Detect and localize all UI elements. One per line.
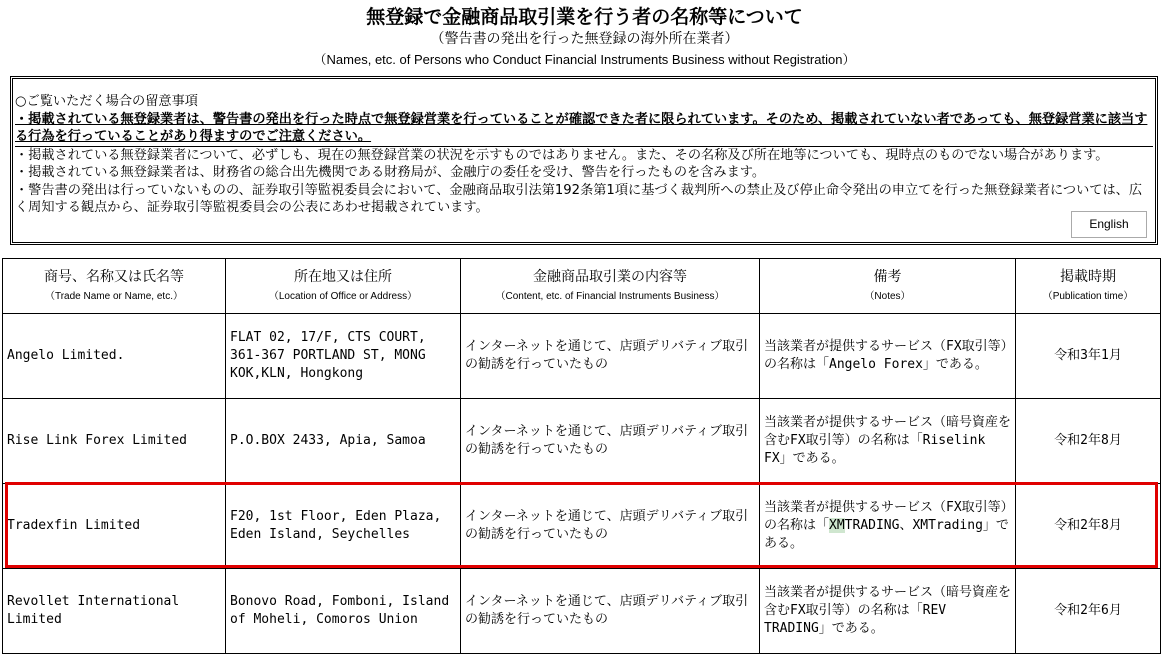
cell-address: Bonovo Road, Fomboni, Island of Moheli, Comoros Union [226, 569, 461, 654]
notice-content [15, 93, 1153, 217]
notice-box [10, 76, 1158, 245]
cell-content: インターネットを通じて、店頭デリバティブ取引の勧誘を行っていたもの [461, 484, 760, 569]
cell-address: F20, 1st Floor, Eden Plaza, Eden Island, Seychelles [226, 484, 461, 569]
notes-post: TRADING、XMTrading」である。 [764, 518, 1009, 551]
cell-time: 令和2年6月 [1016, 569, 1161, 654]
table-header-row [3, 259, 1161, 314]
cell-name: Angelo Limited. [3, 314, 226, 399]
page-title: 無登録で金融商品取引業を行う者の名称等について [366, 6, 803, 28]
table-row [3, 399, 1161, 484]
table-row [3, 314, 1161, 399]
cell-time: 令和2年8月 [1016, 399, 1161, 484]
notice-item-3: ・掲載されている無登録業者は、財務省の総合出先機関である財務局が、金融庁の委任を受け、警告を行ったものを含みます。 [15, 165, 766, 180]
cell-name: Tradexfin Limited [3, 484, 226, 569]
page-subtitle: （警告書の発出を行った無登録の海外所在業者） [430, 31, 739, 47]
header-notes: 備考 （Notes） [760, 259, 1016, 314]
cell-notes: 当該業者が提供するサービス（FX取引等）の名称は「Angelo Forex」である。 [760, 314, 1016, 399]
cell-content: インターネットを通じて、店頭デリバティブ取引の勧誘を行っていたもの [461, 314, 760, 399]
notice-heading: ○ご覧いただく場合の留意事項 [15, 94, 198, 109]
cell-address: FLAT 02, 17/F, CTS COURT, 361-367 PORTLAND ST, MONG KOK,KLN, Hongkong [226, 314, 461, 399]
registrants-table [2, 258, 1161, 654]
header-address: 所在地又は住所 （Location of Office or Address） [226, 259, 461, 314]
notice-item-2: ・掲載されている無登録業者について、必ずしも、現在の無登録営業の状況を示すものではありません。また、その名称及び所在地等についても、現時点のものでない場合があります。 [15, 147, 1109, 163]
cell-name: Rise Link Forex Limited [3, 399, 226, 484]
cell-content: インターネットを通じて、店頭デリバティブ取引の勧誘を行っていたもの [461, 399, 760, 484]
cell-notes [760, 484, 1016, 569]
table-row-highlighted [3, 484, 1161, 569]
header-name: 商号、名称又は氏名等 （Trade Name or Name, etc.） [3, 259, 226, 314]
cell-name: Revollet International Limited [3, 569, 226, 654]
table-row [3, 569, 1161, 654]
cell-time: 令和3年1月 [1016, 314, 1161, 399]
cell-address: P.O.BOX 2433, Apia, Samoa [226, 399, 461, 484]
header-content: 金融商品取引業の内容等 （Content, etc. of Financial Instruments Business） [461, 259, 760, 314]
notes-pre: 当該業者が提供するサービス（FX取引等）の名称は「 [764, 500, 1008, 533]
cell-time: 令和2年8月 [1016, 484, 1161, 569]
cell-notes: 当該業者が提供するサービス（暗号資産を含むFX取引等）の名称は「Riselink FX」である。 [760, 399, 1016, 484]
english-title: （Names, etc. of Persons who Conduct Financial Instruments Business without Registration） [313, 52, 856, 67]
english-button[interactable]: English [1071, 211, 1147, 238]
notice-item-4: ・警告書の発出は行っていないものの、証券取引等監視委員会において、金融商品取引法第192条第1項に基づく裁判所への禁止及び停止命令発出の申立てを行った無登録業者については、広く周知する観点から、証券取引等監視委員会の公表にあわせ掲載されています。 [15, 182, 1143, 215]
cell-notes: 当該業者が提供するサービス（暗号資産を含むFX取引等）の名称は「REV TRADING」である。 [760, 569, 1016, 654]
cell-content: インターネットを通じて、店頭デリバティブ取引の勧誘を行っていたもの [461, 569, 760, 654]
header-time: 掲載時期 （Publication time） [1016, 259, 1161, 314]
highlighted-text: XM [829, 518, 845, 533]
notice-item-1: ・掲載されている無登録業者は、警告書の発出を行った時点で無登録営業を行っていることが確認できた者に限られています。そのため、掲載されていない者であっても、無登録営業に該当する行為を行っていることがあり得ますのでご注意ください。 [15, 111, 1153, 147]
